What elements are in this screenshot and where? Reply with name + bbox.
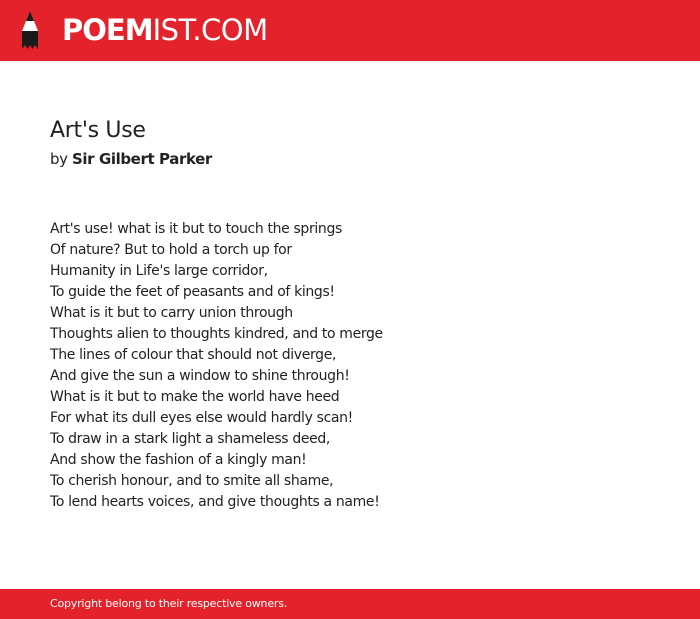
logo-bold-text: POEM bbox=[62, 13, 153, 47]
author-name: Sir Gilbert Parker bbox=[71, 150, 212, 168]
poem-line: What is it but to carry union through bbox=[50, 305, 293, 321]
poem-line: To draw in a stark light a shameless deed, bbox=[50, 431, 331, 447]
poem-title: Art's Use bbox=[50, 118, 146, 143]
poem-line: The lines of colour that should not diverge, bbox=[50, 347, 337, 363]
poem-line: Art's use! what is it but to touch the springs bbox=[50, 221, 342, 237]
site-logo[interactable] bbox=[62, 13, 268, 47]
poem-line: Humanity in Life's large corridor, bbox=[50, 263, 268, 279]
poem-line: Thoughts alien to thoughts kindred, and to merge bbox=[50, 326, 383, 342]
poem-line: For what its dull eyes else would hardly scan! bbox=[50, 410, 353, 426]
poem-header bbox=[50, 116, 650, 172]
pen-nib-icon[interactable] bbox=[17, 10, 43, 51]
poem-line: What is it but to make the world have heed bbox=[50, 389, 340, 405]
logo-light-text: IST.COM bbox=[152, 13, 268, 47]
poem-line: And give the sun a window to shine through! bbox=[50, 368, 350, 384]
byline bbox=[50, 146, 650, 172]
by-label: by bbox=[50, 150, 68, 168]
site-footer bbox=[0, 589, 700, 619]
poem-line: To lend hearts voices, and give thoughts a name! bbox=[50, 494, 380, 510]
poem-body bbox=[50, 219, 650, 513]
copyright-notice: Copyright belong to their respective owners. bbox=[50, 597, 288, 610]
poem-line: To cherish honour, and to smite all shame, bbox=[50, 473, 334, 489]
poem-line: And show the fashion of a kingly man! bbox=[50, 452, 307, 468]
site-header bbox=[0, 0, 700, 61]
poem-line: To guide the feet of peasants and of kings! bbox=[50, 284, 335, 300]
poem-line: Of nature? But to hold a torch up for bbox=[50, 242, 292, 258]
